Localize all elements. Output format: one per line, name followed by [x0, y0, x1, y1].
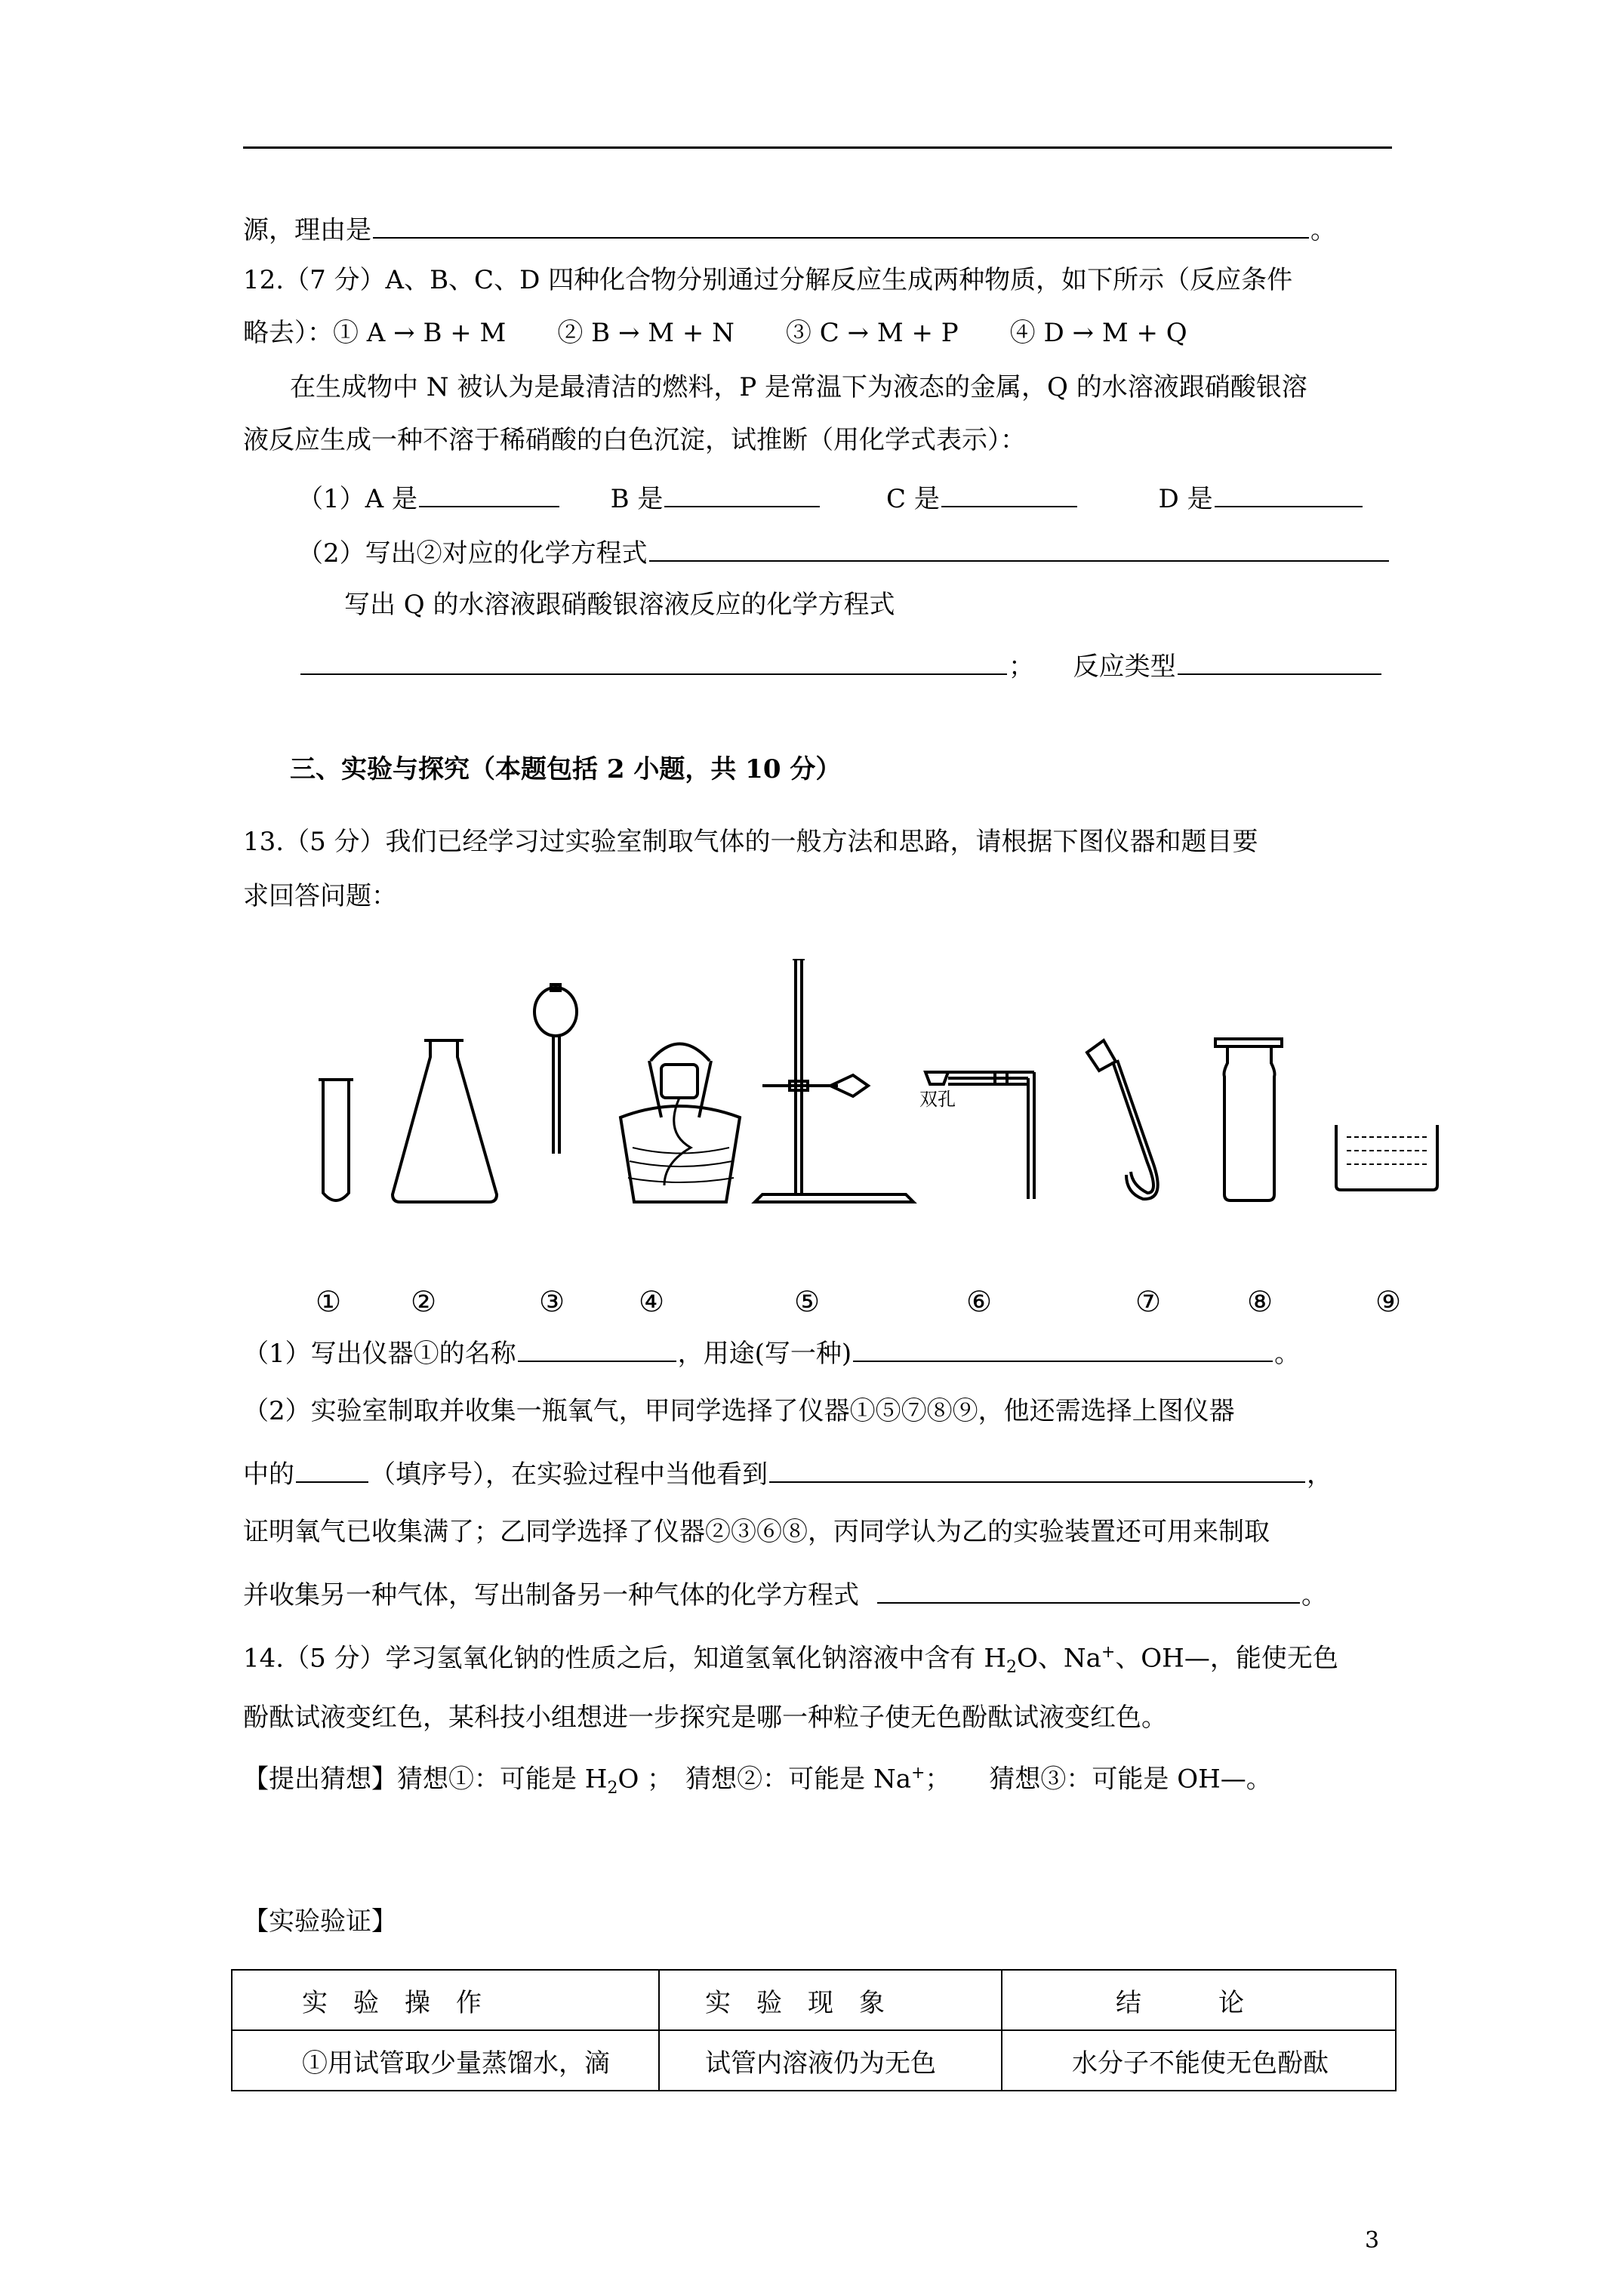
alcohol-lamp-icon	[621, 1044, 740, 1203]
table-header-row	[232, 1970, 1396, 2030]
page-number: 3	[1365, 2227, 1380, 2254]
blank-instrument-name[interactable]	[518, 1338, 676, 1362]
q12-line-3: 在生成物中 N 被认为是最清洁的燃料，P 是常温下为液态的金属，Q 的水溶液跟硝酸银溶	[290, 372, 1307, 402]
q13-line-4: （2）实验室制取并收集一瓶氧气，甲同学选择了仪器①⑤⑦⑧⑨，他还需选择上图仪器	[243, 1396, 1235, 1426]
q13-line-7: 并收集另一种气体，写出制备另一种气体的化学方程式 。	[243, 1580, 1327, 1610]
q12-line-8: ； 反应类型	[299, 651, 1383, 680]
blank-reaction-type[interactable]	[1178, 651, 1381, 675]
q12-line-1: 12.（7 分）A、B、C、D 四种化合物分别通过分解反应生成两种物质，如下所示（反应条件	[243, 265, 1293, 295]
blank-usage[interactable]	[853, 1338, 1273, 1362]
q12-line-4: 液反应生成一种不溶于稀硝酸的白色沉淀，试推断（用化学式表示）：	[243, 425, 1026, 455]
label-2: ②	[411, 1285, 437, 1318]
header-operation: 实 验 操 作	[232, 1970, 659, 2030]
iron-stand-icon	[755, 959, 913, 1202]
q13-line-6: 证明氧气已收集满了；乙同学选择了仪器②③⑥⑧，丙同学认为乙的实验装置还可用来制取	[243, 1517, 1270, 1547]
experiment-table	[231, 1969, 1397, 2091]
blank-d[interactable]	[1215, 483, 1363, 507]
q13-line-1: 13.（5 分）我们已经学习过实验室制取气体的一般方法和思路，请根据下图仪器和题目要	[243, 827, 1258, 857]
delivery-tube-icon	[1087, 1040, 1158, 1199]
section-title: 三、实验与探究（本题包括 2 小题，共 10 分）	[290, 754, 842, 784]
blank-equation-2[interactable]	[649, 538, 1389, 562]
answer-blank[interactable]	[373, 214, 1309, 239]
q12-line-7: 写出 Q 的水溶液跟硝酸银溶液反应的化学方程式	[344, 590, 895, 620]
label-9: ⑨	[1375, 1285, 1402, 1318]
q13-line-3: （1）写出仪器①的名称 ，用途(写一种) 。	[243, 1339, 1301, 1369]
blank-b[interactable]	[664, 483, 820, 507]
blank-observation[interactable]	[769, 1459, 1305, 1483]
table-row	[232, 2030, 1396, 2091]
label-6: ⑥	[966, 1285, 993, 1318]
q13-line-2: 求回答问题：	[243, 881, 397, 911]
blank-c[interactable]	[941, 483, 1077, 507]
header-conclusion: 结 论	[1002, 1970, 1396, 2030]
q12-line-6: （2）写出②对应的化学方程式	[297, 538, 1390, 566]
cell-operation: ①用试管取少量蒸馏水，滴	[232, 2030, 659, 2091]
label-5: ⑤	[794, 1285, 821, 1318]
line-reason: 源，理由是 。	[243, 215, 1336, 245]
water-trough-icon	[1336, 1125, 1437, 1190]
blank-other-equation[interactable]	[877, 1579, 1300, 1604]
label-7: ⑦	[1135, 1285, 1162, 1318]
conical-flask-icon	[393, 1040, 497, 1202]
label-1: ①	[316, 1285, 342, 1318]
q14-line-2: 酚酞试液变红色，某科技小组想进一步探究是哪一种粒子使无色酚酞试液变红色。	[243, 1703, 1167, 1733]
q14-line-1: 14.（5 分）学习氢氧化钠的性质之后，知道氢氧化钠溶液中含有 $H_2O$、Na+、OH—，能使无色	[243, 1643, 1338, 1678]
cell-phenomenon: 试管内溶液仍为无色	[659, 2030, 1002, 2091]
q12-answers-row: （1）A 是 B 是 C 是 D 是	[297, 483, 1364, 512]
gas-bottle-icon	[1215, 1039, 1282, 1200]
header-phenomenon: 实 验 现 象	[659, 1970, 1002, 2030]
q14-hypotheses: 【提出猜想】猜想①：可能是 $H_2O$ ； 猜想②：可能是 Na+； 猜想③：可能是 OH—。	[243, 1764, 1272, 1798]
label-8: ⑧	[1247, 1285, 1273, 1318]
cell-conclusion: 水分子不能使无色酚酞	[1002, 2030, 1396, 2091]
label-4: ④	[639, 1285, 665, 1318]
apparatus-figure	[0, 959, 1623, 1261]
q12-line-2: 略去）：① A → B + M ② B → M + N ③ C → M + P ④ D → M + Q	[243, 318, 1187, 348]
blank-a[interactable]	[419, 483, 559, 507]
blank-seq[interactable]	[296, 1459, 368, 1483]
separating-funnel-icon	[534, 985, 577, 1154]
test-tube-icon	[319, 1080, 353, 1200]
apparatus-labels	[0, 1285, 1623, 1323]
label-3: ③	[539, 1285, 565, 1318]
verify-heading: 【实验验证】	[243, 1906, 397, 1937]
blank-equation-q[interactable]	[300, 651, 1007, 675]
header-rule	[243, 146, 1392, 149]
q13-line-5: 中的 （填序号），在实验过程中当他看到 ，	[243, 1459, 1332, 1490]
double-hole-label: 双孔	[919, 1089, 956, 1110]
